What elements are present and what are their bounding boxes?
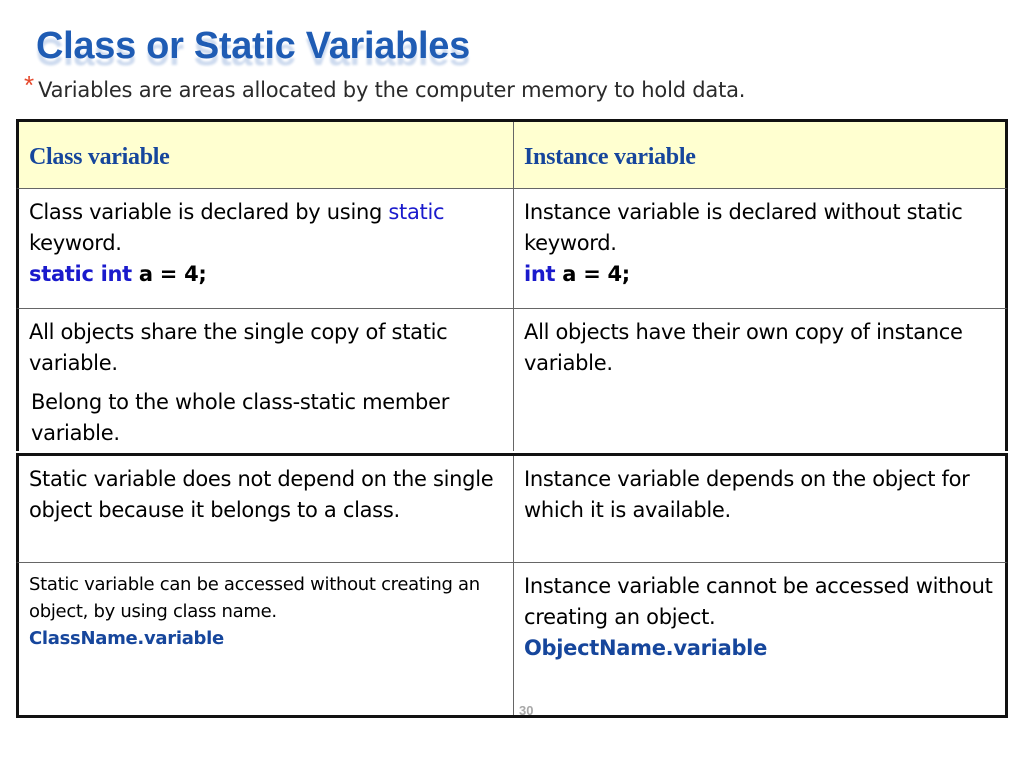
cell-text: Instance variable is declared without static keyword.: [524, 200, 963, 255]
intro-bullet: [24, 72, 745, 108]
code-rest: a = 4;: [131, 262, 207, 286]
comparison-table: [16, 119, 1008, 718]
cell-copy-instance: [514, 309, 1005, 451]
code-example: [524, 259, 995, 290]
header-class-variable: Class variable: [19, 122, 514, 188]
code-keyword: int: [524, 262, 556, 286]
cell-dependency-class: [19, 456, 514, 562]
code-keyword: static int: [29, 262, 132, 286]
header-instance-variable: Instance variable: [524, 144, 696, 170]
cell-access-instance: [514, 563, 1005, 715]
table-row: [16, 189, 1008, 309]
table-header-row: [16, 119, 1008, 189]
bullet-asterisk-icon: *: [24, 70, 35, 100]
cell-text: All objects have their own copy of instance variable.: [524, 320, 963, 375]
code-rest: a = 4;: [555, 262, 630, 286]
cell-text: All objects share the single copy of static variable.: [29, 320, 448, 375]
cell-access-class: [19, 563, 514, 715]
cell-text: Static variable can be accessed without creating an object, by using class name.: [29, 574, 480, 622]
code-example: ObjectName.variable: [524, 636, 768, 660]
cell-declaration-class: [19, 189, 514, 308]
cell-declaration-instance: [514, 189, 1005, 308]
cell-note: Belong to the whole class-static member variable.: [31, 390, 450, 445]
code-example: [29, 259, 503, 290]
cell-text: Instance variable cannot be accessed without creating an object.: [524, 574, 993, 629]
table-row: [16, 563, 1008, 718]
intro-text: Variables are areas allocated by the computer memory to hold data.: [38, 78, 746, 102]
cell-text: keyword.: [29, 231, 122, 255]
static-keyword: static: [388, 200, 445, 224]
cell-text: Static variable does not depend on the single object because it belongs to a class.: [29, 467, 494, 522]
slide-title: Class or Static Variables: [36, 25, 470, 67]
code-example: ClassName.variable: [29, 628, 224, 649]
cell-text: Class variable is declared by using: [29, 200, 389, 224]
cell-copy-class: [19, 309, 514, 451]
table-row: [16, 309, 1008, 451]
table-row: [16, 453, 1008, 563]
cell-dependency-instance: [514, 456, 1005, 562]
cell-text: Instance variable depends on the object for which it is available.: [524, 467, 970, 522]
page-number: 30: [519, 703, 534, 718]
